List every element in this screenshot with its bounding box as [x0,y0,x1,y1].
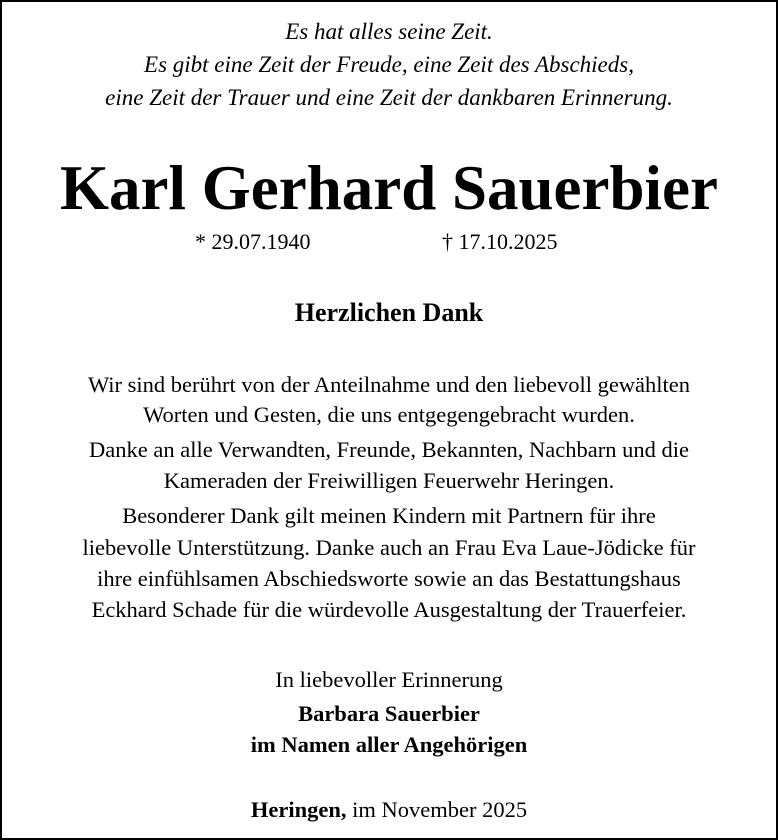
place-name: Heringen, [250,797,347,822]
birth-date: * 29.07.1940 [195,229,311,254]
on-behalf-line: im Namen aller Angehörigen [250,732,528,757]
motto-line-1: Es hat alles seine Zeit. [285,19,493,44]
signer-name: Barbara Sauerbier [298,701,480,726]
notice-date: im November 2025 [346,797,528,822]
motto-line-2: Es gibt eine Zeit der Freude, eine Zeit des Abschieds, [144,52,634,77]
death-date: † 17.10.2025 [442,229,558,254]
body-line-5: Besonderer Dank gilt meinen Kindern mit Partnern für ihre [122,503,656,528]
body-line-6: liebevolle Unterstützung. Danke auch an Frau Eva Laue-Jödicke für [82,535,696,560]
body-line-7: ihre einfühlsamen Abschiedsworte sowie an das Bestattungshaus [97,566,681,591]
body-line-3: Danke an alle Verwandten, Freunde, Bekannten, Nachbarn und die [89,437,689,462]
thanks-heading: Herzlichen Dank [294,298,484,327]
motto-line-3: eine Zeit der Trauer und eine Zeit der dankbaren Erinnerung. [105,85,673,110]
closing-intro: In liebevoller Erinnerung [275,667,503,692]
body-line-2: Worten und Gesten, die uns entgegengebracht wurden. [143,402,635,427]
place-date-line [0,796,778,823]
deceased-name: Karl Gerhard Sauerbier [60,153,718,223]
body-line-8: Eckhard Schade für die würdevolle Ausgestaltung der Trauerfeier. [91,597,687,622]
body-line-4: Kameraden der Freiwilligen Feuerwehr Heringen. [163,468,615,493]
body-line-1: Wir sind berührt von der Anteilnahme und den liebevoll gewählten [87,372,691,397]
